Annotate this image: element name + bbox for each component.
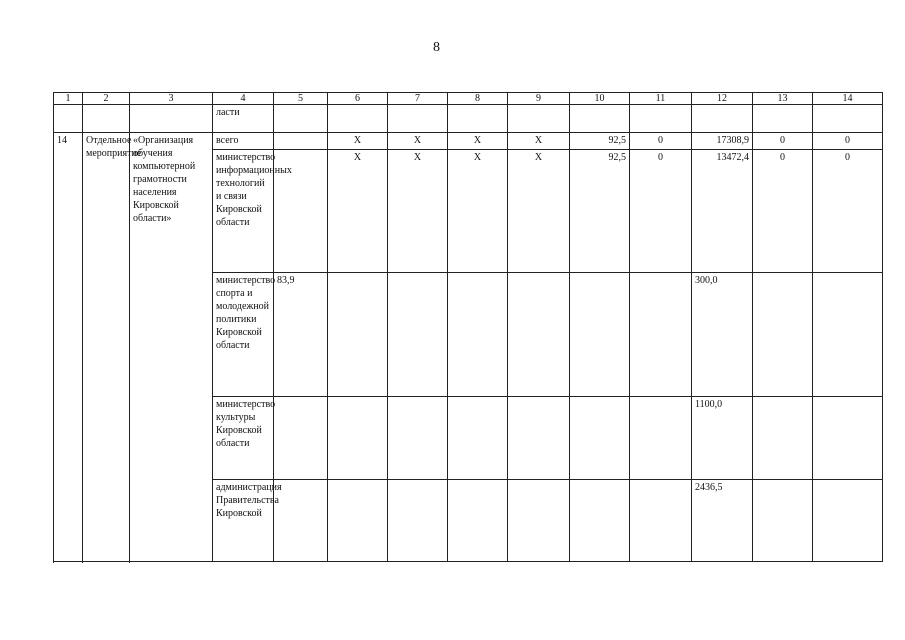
value-cell: 17308,9 <box>692 133 753 150</box>
header-cell: 1 <box>54 93 83 105</box>
value-cell <box>508 273 570 397</box>
value-cell <box>328 480 388 562</box>
value-cell <box>448 273 508 397</box>
value-cell <box>813 397 883 480</box>
value-cell: 13472,4 <box>692 150 753 273</box>
value-cell <box>508 397 570 480</box>
table-cell <box>448 105 508 133</box>
header-cell: 11 <box>630 93 692 105</box>
value-cell: X <box>448 150 508 273</box>
value-cell: X <box>508 150 570 273</box>
table-cell <box>813 105 883 133</box>
table-cell <box>130 105 213 133</box>
header-cell: 3 <box>130 93 213 105</box>
header-cell: 12 <box>692 93 753 105</box>
value-cell: X <box>448 133 508 150</box>
value-cell: 2436,5 <box>692 480 753 562</box>
header-cell: 2 <box>83 93 130 105</box>
header-cell: 14 <box>813 93 883 105</box>
header-cell: 6 <box>328 93 388 105</box>
value-cell: X <box>388 150 448 273</box>
header-cell: 9 <box>508 93 570 105</box>
value-cell: 0 <box>753 133 813 150</box>
value-cell: 83,9 <box>274 273 328 397</box>
value-cell <box>388 480 448 562</box>
value-cell: 0 <box>630 133 692 150</box>
value-cell <box>388 397 448 480</box>
value-cell <box>328 397 388 480</box>
table-cell <box>630 105 692 133</box>
value-cell <box>753 397 813 480</box>
value-cell <box>508 480 570 562</box>
value-cell: 0 <box>813 150 883 273</box>
header-cell: 5 <box>274 93 328 105</box>
data-table <box>53 92 883 562</box>
table-row <box>54 133 883 150</box>
value-cell: 300,0 <box>692 273 753 397</box>
value-cell <box>813 480 883 562</box>
item-number: 14 <box>54 133 83 562</box>
item-type: Отдельное мероприятие <box>83 133 130 562</box>
table-cell <box>83 105 130 133</box>
value-cell <box>448 397 508 480</box>
value-cell <box>274 397 328 480</box>
executor-cell: министерство культуры Кировской области <box>213 397 274 480</box>
value-cell <box>630 480 692 562</box>
value-cell <box>753 273 813 397</box>
value-cell <box>753 480 813 562</box>
value-cell <box>630 273 692 397</box>
table-cell <box>570 105 630 133</box>
value-cell: X <box>508 133 570 150</box>
table-cell <box>753 105 813 133</box>
value-cell <box>328 273 388 397</box>
value-cell: 92,5 <box>570 150 630 273</box>
value-cell <box>448 480 508 562</box>
item-name: «Организация обучения компьютерной грамотности населения Кировской области» <box>130 133 213 562</box>
value-cell <box>570 480 630 562</box>
value-cell: 0 <box>813 133 883 150</box>
table-cell <box>274 105 328 133</box>
executor-cell: администрация Правительства Кировской <box>213 480 274 562</box>
executor-cell: всего <box>213 133 274 150</box>
value-cell <box>388 273 448 397</box>
value-cell <box>813 273 883 397</box>
value-cell: 1100,0 <box>692 397 753 480</box>
value-cell: 92,5 <box>570 133 630 150</box>
table-cell <box>54 105 83 133</box>
table-cell <box>692 105 753 133</box>
header-cell: 4 <box>213 93 274 105</box>
header-row <box>54 93 883 105</box>
header-cell: 8 <box>448 93 508 105</box>
value-cell: 0 <box>753 150 813 273</box>
executor-cell: министерство информационных технологий и связи Кировской области <box>213 150 274 273</box>
table-cell <box>388 105 448 133</box>
value-cell: X <box>388 133 448 150</box>
executor-cell: министерство спорта и молодежной политики Кировской области <box>213 273 274 397</box>
value-cell <box>570 397 630 480</box>
table-cell <box>328 105 388 133</box>
value-cell <box>630 397 692 480</box>
value-cell <box>570 273 630 397</box>
continuation-text: ласти <box>213 105 274 133</box>
header-cell: 7 <box>388 93 448 105</box>
header-cell: 10 <box>570 93 630 105</box>
table-cell <box>508 105 570 133</box>
value-cell <box>274 133 328 150</box>
continuation-row <box>54 105 883 133</box>
header-cell: 13 <box>753 93 813 105</box>
value-cell: X <box>328 133 388 150</box>
value-cell: 0 <box>630 150 692 273</box>
value-cell: X <box>328 150 388 273</box>
page-number: 8 <box>433 40 440 55</box>
